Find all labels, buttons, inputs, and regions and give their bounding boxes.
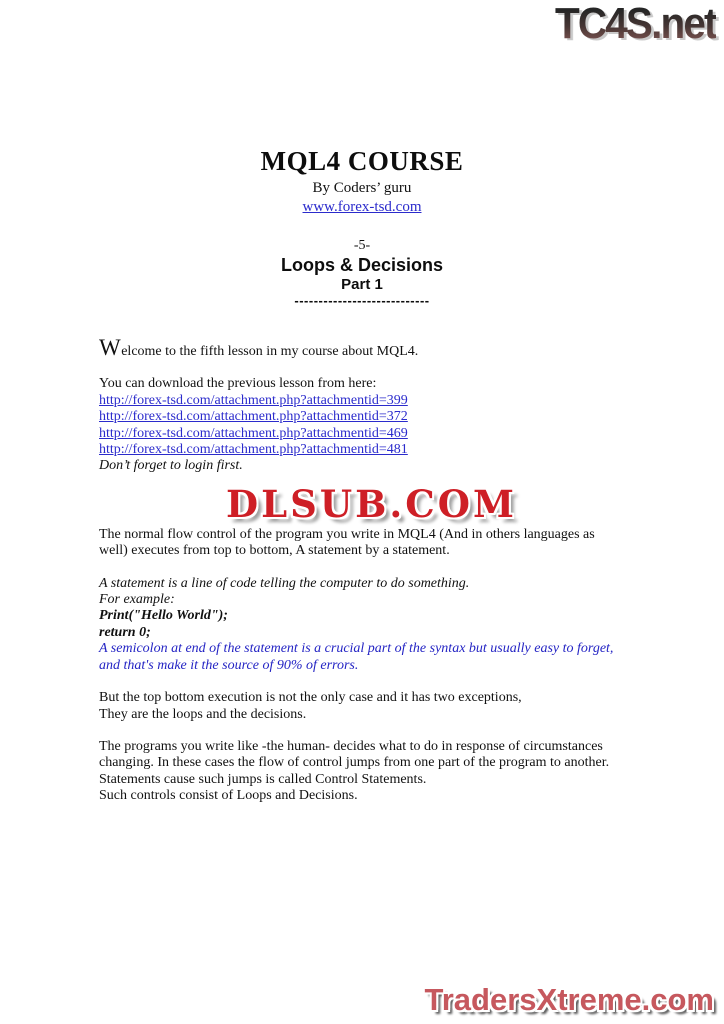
attachment-link-4[interactable]: http://forex-tsd.com/attachment.php?attachmentid=481 (99, 442, 408, 458)
dlsub-banner: DLSUB.COM (226, 481, 517, 526)
lesson-part: Part 1 (341, 276, 383, 293)
attachment-link-3[interactable]: http://forex-tsd.com/attachment.php?attachmentid=469 (99, 425, 408, 441)
document-body (99, 305, 644, 805)
tradersxtreme-logo: TradersXtreme.com (424, 982, 714, 1017)
lesson-title: Loops & Decisions (280, 255, 444, 275)
welcome-line (99, 335, 644, 360)
welcome-text: elcome to the fifth lesson in my course about MQL4. (121, 344, 419, 359)
welcome-dropcap: W (99, 335, 122, 360)
flow-paragraph (99, 527, 644, 560)
semicolon-note-line-2: and that's make it the source of 90% of errors. (99, 657, 359, 673)
statement-line-1: A statement is a line of code telling the computer to do something. (99, 575, 470, 591)
flow-line-2: well) executes from top to bottom, A statement by a statement. (99, 543, 450, 559)
download-links (99, 393, 644, 459)
statement-block (99, 576, 644, 674)
code-line-return: return 0; (99, 624, 151, 640)
exceptions-line-2: They are the loops and the decisions. (99, 706, 307, 722)
download-intro: You can download the previous lesson from here: (99, 376, 377, 392)
control-line-3: Statements cause such jumps is called Control Statements. (99, 771, 427, 787)
exceptions-paragraph (99, 690, 644, 723)
course-title: MQL4 COURSE (260, 146, 464, 176)
tc4s-logo: TC4S.net (555, 0, 716, 48)
divider-dashes: ---------------------------- (294, 293, 430, 308)
code-line-print: Print("Hello World"); (99, 608, 228, 624)
control-line-4: Such controls consist of Loops and Decisions. (99, 788, 358, 804)
course-byline: By Coders’ guru (312, 180, 412, 196)
flow-line-1: The normal flow control of the program you write in MQL4 (And in others languages as (99, 526, 595, 542)
lesson-number: -5- (353, 238, 371, 253)
attachment-link-2[interactable]: http://forex-tsd.com/attachment.php?attachmentid=372 (99, 409, 408, 425)
dlsub-banner-wrap (99, 481, 644, 526)
control-line-2: changing. In these cases the flow of control jumps from one part of the program to another. (99, 755, 610, 771)
login-note: Don’t forget to login first. (99, 458, 243, 474)
control-paragraph (99, 739, 644, 805)
exceptions-line-1: But the top bottom execution is not the only case and it has two exceptions, (99, 690, 522, 706)
statement-line-2: For example: (99, 592, 175, 608)
control-line-1: The programs you write like -the human- decides what to do in response of circumstances (99, 738, 603, 754)
forex-tsd-link[interactable]: www.forex-tsd.com (302, 199, 422, 215)
attachment-link-1[interactable]: http://forex-tsd.com/attachment.php?attachmentid=399 (99, 392, 408, 408)
semicolon-note-line-1: A semicolon at end of the statement is a crucial part of the syntax but usually easy to forget, (99, 641, 614, 657)
